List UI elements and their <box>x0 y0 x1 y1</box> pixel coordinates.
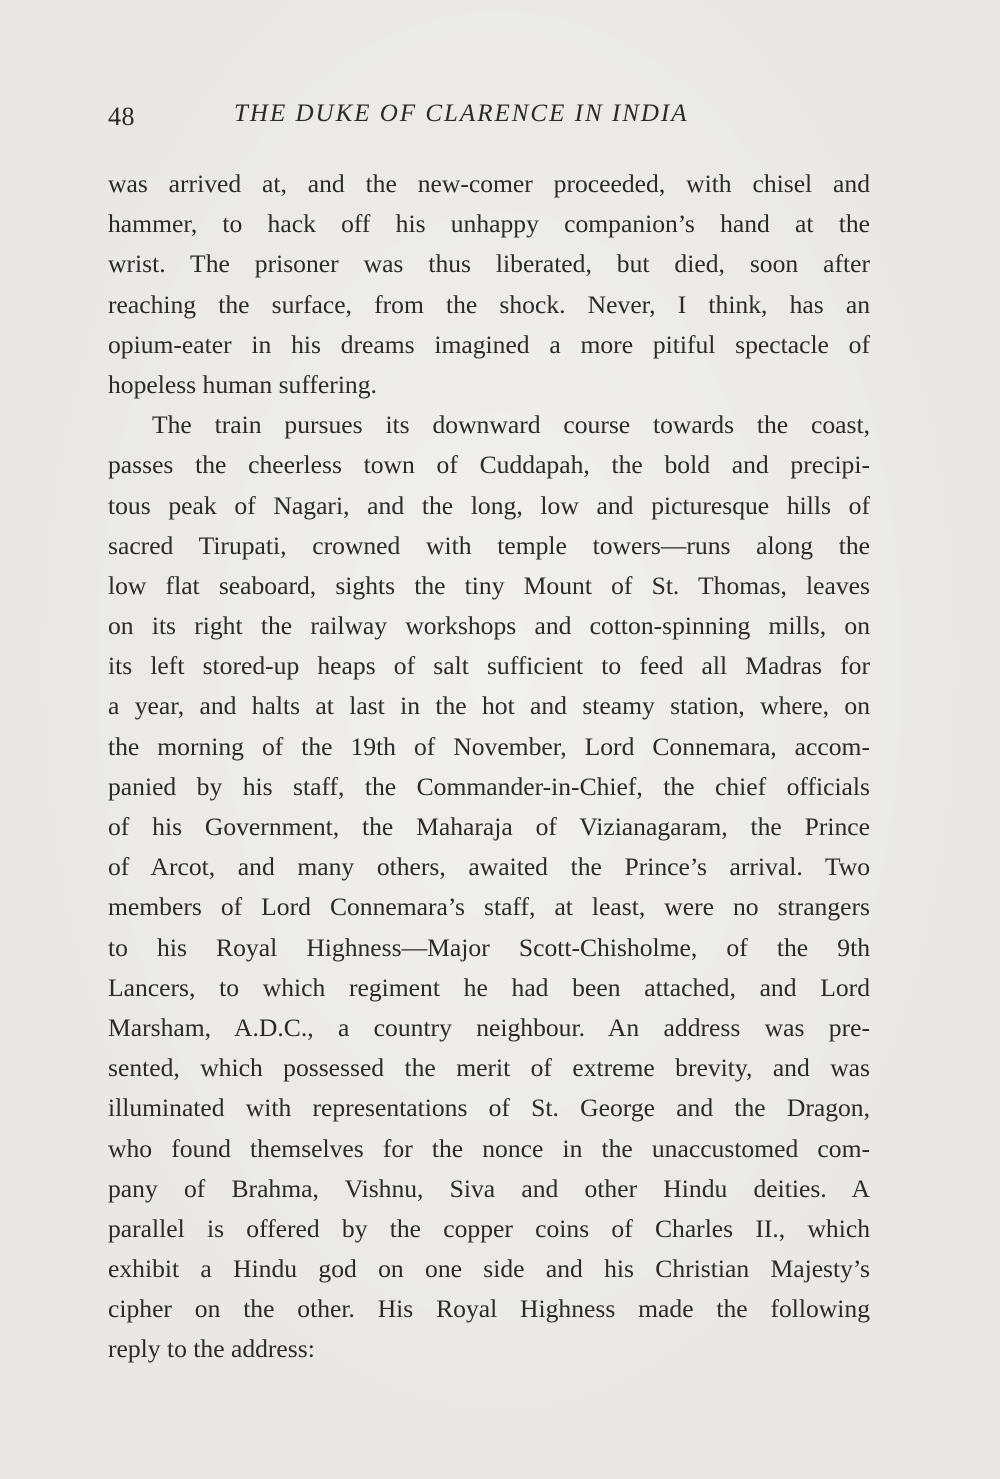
text-line: parallel is offered by the copper coins of Charles II., which <box>108 1213 870 1243</box>
text-line: members of Lord Connemara’s staff, at least, were no strangers <box>108 892 870 922</box>
text-line: hopeless human suffering. <box>108 369 377 399</box>
text-line: its left stored-up heaps of salt sufficient to feed all Madras for <box>108 651 870 681</box>
text-line: Marsham, A.D.C., a country neighbour. An address was pre- <box>108 1012 870 1042</box>
text-line: a year, and halts at last in the hot and steamy station, where, on <box>108 691 870 721</box>
text-line: low flat seaboard, sights the tiny Mount of St. Thomas, leaves <box>108 570 870 600</box>
text-line: exhibit a Hindu god on one side and his Christian Majesty’s <box>108 1254 870 1284</box>
text-line: who found themselves for the nonce in the unaccustomed com- <box>108 1133 870 1163</box>
text-line: the morning of the 19th of November, Lord Connemara, accom- <box>108 731 870 761</box>
body-text <box>108 164 870 1370</box>
running-head <box>108 98 868 138</box>
text-line: wrist. The prisoner was thus liberated, but died, soon after <box>108 249 870 279</box>
running-title: THE DUKE OF CLARENCE IN INDIA <box>234 100 689 127</box>
text-line: The train pursues its downward course towards the coast, <box>152 410 870 440</box>
text-line: panied by his staff, the Commander-in-Chief, the chief officials <box>108 771 870 801</box>
text-line: on its right the railway workshops and cotton-spinning mills, on <box>108 611 870 641</box>
text-line: was arrived at, and the new-comer proceeded, with chisel and <box>108 169 870 198</box>
text-line: tous peak of Nagari, and the long, low and picturesque hills of <box>108 490 870 520</box>
text-line: sented, which possessed the merit of extreme brevity, and was <box>108 1053 870 1083</box>
text-line: hammer, to hack off his unhappy companion’s hand at the <box>108 209 870 239</box>
text-line: sacred Tirupati, crowned with temple towers—runs along the <box>108 530 870 560</box>
text-line: opium-eater in his dreams imagined a more pitiful spectacle of <box>108 329 870 359</box>
text-line: to his Royal Highness—Major Scott-Chisholme, of the 9th <box>108 932 870 962</box>
text-line: of his Government, the Maharaja of Vizianagaram, the Prince <box>108 812 870 841</box>
text-line: pany of Brahma, Vishnu, Siva and other Hindu deities. A <box>108 1173 870 1203</box>
page-number: 48 <box>108 102 135 131</box>
text-line: illuminated with representations of St. George and the Dragon, <box>108 1093 870 1123</box>
text-line: passes the cheerless town of Cuddapah, the bold and precipi- <box>108 450 870 480</box>
text-line: of Arcot, and many others, awaited the Prince’s arrival. Two <box>108 852 870 882</box>
text-line: Lancers, to which regiment he had been attached, and Lord <box>108 972 870 1002</box>
text-line: cipher on the other. His Royal Highness made the following <box>108 1294 870 1324</box>
text-line: reply to the address: <box>108 1334 315 1364</box>
text-line: reaching the surface, from the shock. Never, I think, has an <box>108 289 870 319</box>
